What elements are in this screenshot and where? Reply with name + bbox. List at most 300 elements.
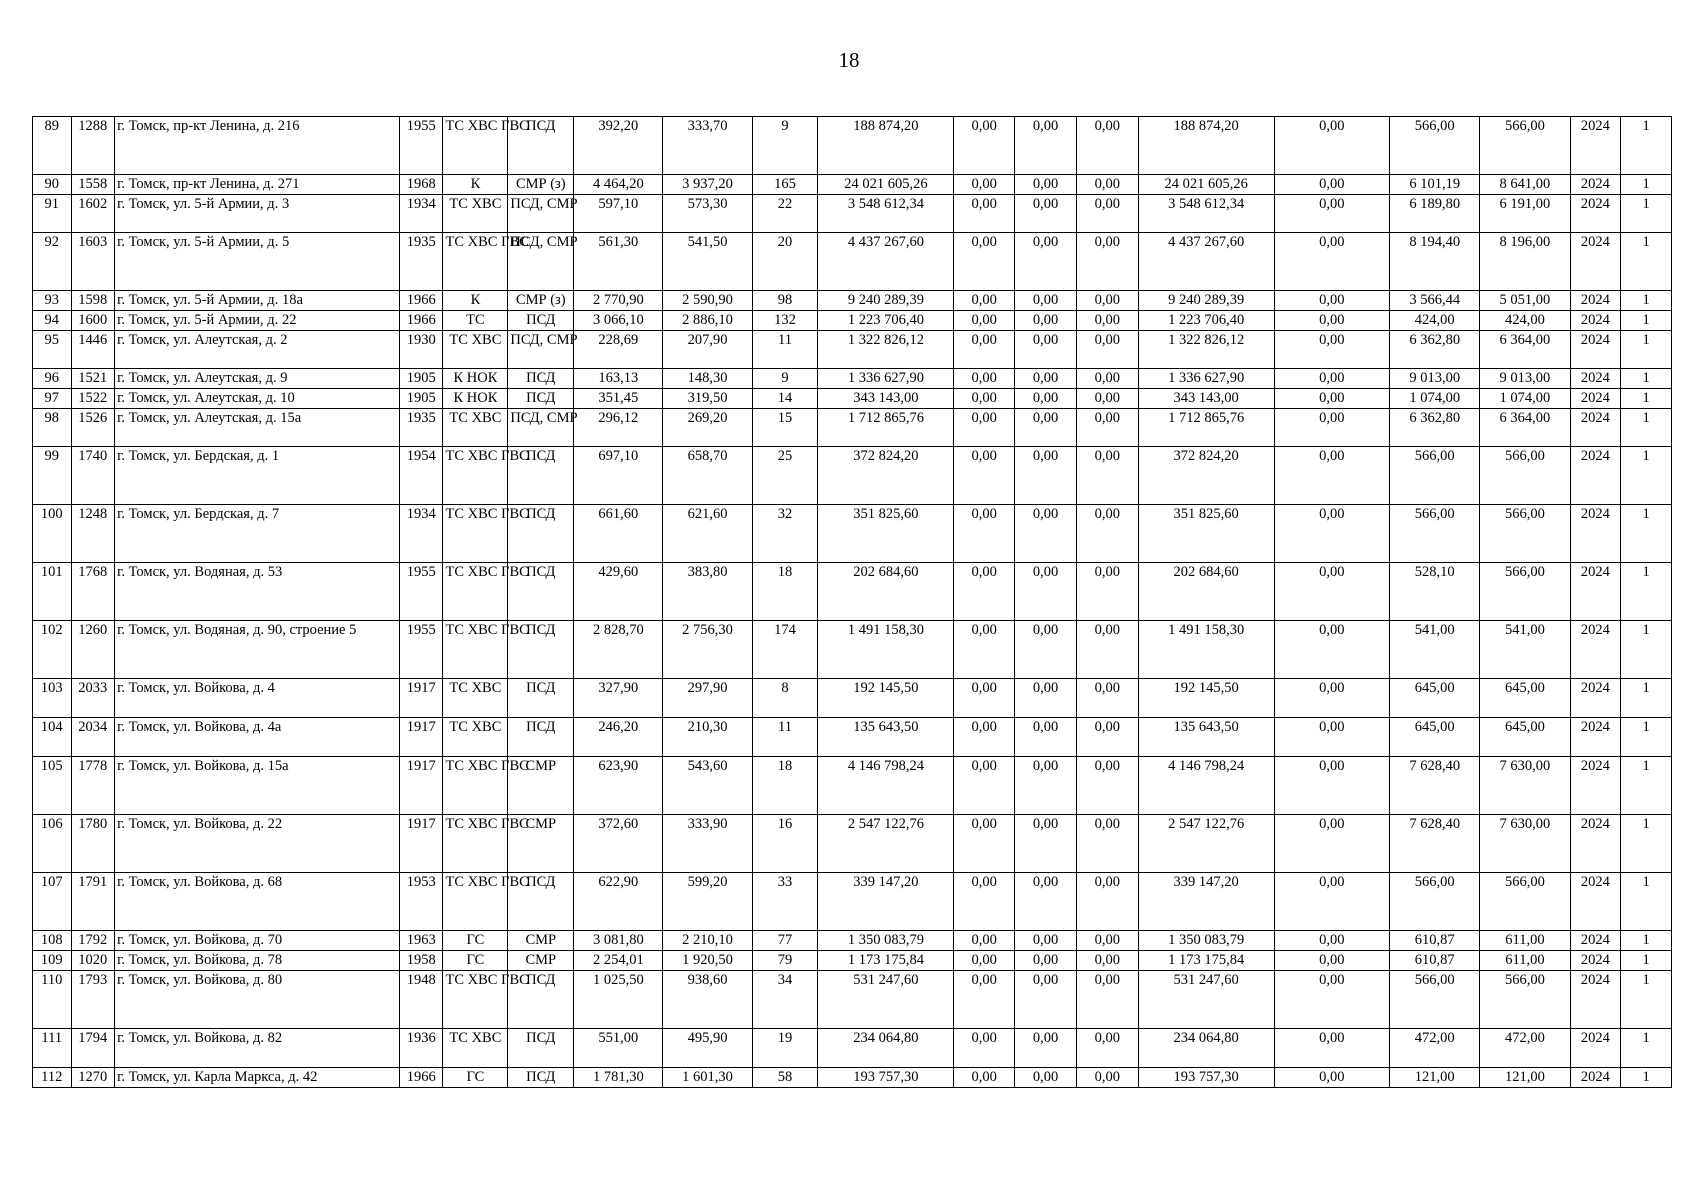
cell-address: г. Томск, ул. Войкова, д. 22 xyxy=(115,815,400,873)
cell-living-area: 2 886,10 xyxy=(663,311,752,331)
cell-fund-cost: 0,00 xyxy=(954,331,1015,369)
cell-residents: 25 xyxy=(752,447,818,505)
cell-stage-code: 1 xyxy=(1621,117,1672,175)
cell-total-cost: 1 223 706,40 xyxy=(818,311,954,331)
cell-address: г. Томск, ул. Водяная, д. 90, строение 5 xyxy=(115,621,400,679)
cell-build-year: 1966 xyxy=(399,311,443,331)
cell-fund-cost: 0,00 xyxy=(954,971,1015,1029)
cell-build-year: 1966 xyxy=(399,291,443,311)
cell-work-type: ТС ХВС ГВС xyxy=(443,563,508,621)
cell-unit-cost: 472,00 xyxy=(1390,1029,1480,1068)
cell-address: г. Томск, ул. Войкова, д. 15а xyxy=(115,757,400,815)
cell-build-year: 1934 xyxy=(399,195,443,233)
cell-work-stage: ПСД xyxy=(508,1068,574,1088)
cell-max-unit-cost: 8 641,00 xyxy=(1480,175,1570,195)
cell-reserve-cost: 0,00 xyxy=(1274,563,1390,621)
cell-row-number: 92 xyxy=(33,233,72,291)
cell-living-area: 333,70 xyxy=(663,117,752,175)
cell-house-id: 1794 xyxy=(71,1029,115,1068)
cell-reserve-cost: 0,00 xyxy=(1274,757,1390,815)
cell-owner-cost: 192 145,50 xyxy=(1138,679,1274,718)
cell-fund-cost: 0,00 xyxy=(954,195,1015,233)
cell-stage-code: 1 xyxy=(1621,951,1672,971)
table-row xyxy=(33,1029,1672,1068)
cell-stage-code: 1 xyxy=(1621,233,1672,291)
cell-residents: 19 xyxy=(752,1029,818,1068)
cell-residents: 20 xyxy=(752,233,818,291)
cell-address: г. Томск, ул. Войкова, д. 82 xyxy=(115,1029,400,1068)
cell-house-id: 2033 xyxy=(71,679,115,718)
cell-unit-cost: 645,00 xyxy=(1390,679,1480,718)
cell-residents: 18 xyxy=(752,563,818,621)
cell-stage-code: 1 xyxy=(1621,505,1672,563)
cell-unit-cost: 6 101,19 xyxy=(1390,175,1480,195)
cell-build-year: 1966 xyxy=(399,1068,443,1088)
cell-living-area: 319,50 xyxy=(663,389,752,409)
cell-reserve-cost: 0,00 xyxy=(1274,505,1390,563)
cell-total-area: 163,13 xyxy=(574,369,663,389)
cell-plan-year: 2024 xyxy=(1570,331,1621,369)
cell-total-cost: 1 336 627,90 xyxy=(818,369,954,389)
cell-plan-year: 2024 xyxy=(1570,389,1621,409)
cell-stage-code: 1 xyxy=(1621,621,1672,679)
cell-row-number: 89 xyxy=(33,117,72,175)
cell-max-unit-cost: 645,00 xyxy=(1480,679,1570,718)
cell-stage-code: 1 xyxy=(1621,195,1672,233)
cell-max-unit-cost: 121,00 xyxy=(1480,1068,1570,1088)
cell-work-type: К НОК xyxy=(443,369,508,389)
cell-other-cost: 0,00 xyxy=(1076,757,1138,815)
cell-fund-cost: 0,00 xyxy=(954,175,1015,195)
cell-work-type: ТС ХВС xyxy=(443,679,508,718)
cell-stage-code: 1 xyxy=(1621,873,1672,931)
cell-unit-cost: 6 362,80 xyxy=(1390,409,1480,447)
cell-work-type: ГС xyxy=(443,951,508,971)
cell-living-area: 938,60 xyxy=(663,971,752,1029)
cell-unit-cost: 6 362,80 xyxy=(1390,331,1480,369)
cell-row-number: 103 xyxy=(33,679,72,718)
cell-address: г. Томск, ул. Войкова, д. 68 xyxy=(115,873,400,931)
cell-work-type: ТС xyxy=(443,311,508,331)
cell-total-cost: 193 757,30 xyxy=(818,1068,954,1088)
cell-budget-cost: 0,00 xyxy=(1015,971,1077,1029)
table-row xyxy=(33,175,1672,195)
cell-address: г. Томск, ул. 5-й Армии, д. 3 xyxy=(115,195,400,233)
cell-house-id: 2034 xyxy=(71,718,115,757)
cell-house-id: 1791 xyxy=(71,873,115,931)
cell-residents: 33 xyxy=(752,873,818,931)
cell-plan-year: 2024 xyxy=(1570,873,1621,931)
cell-reserve-cost: 0,00 xyxy=(1274,1029,1390,1068)
cell-build-year: 1954 xyxy=(399,447,443,505)
table-row xyxy=(33,931,1672,951)
cell-living-area: 297,90 xyxy=(663,679,752,718)
cell-work-stage: СМР (з) xyxy=(508,291,574,311)
cell-work-stage: ПСД xyxy=(508,505,574,563)
cell-row-number: 105 xyxy=(33,757,72,815)
cell-plan-year: 2024 xyxy=(1570,563,1621,621)
cell-owner-cost: 188 874,20 xyxy=(1138,117,1274,175)
cell-build-year: 1917 xyxy=(399,757,443,815)
cell-budget-cost: 0,00 xyxy=(1015,1029,1077,1068)
cell-plan-year: 2024 xyxy=(1570,1068,1621,1088)
cell-other-cost: 0,00 xyxy=(1076,291,1138,311)
cell-owner-cost: 234 064,80 xyxy=(1138,1029,1274,1068)
cell-work-type: ТС ХВС ГВС xyxy=(443,873,508,931)
cell-max-unit-cost: 1 074,00 xyxy=(1480,389,1570,409)
cell-build-year: 1917 xyxy=(399,679,443,718)
cell-work-stage: ПСД, СМР xyxy=(508,233,574,291)
cell-stage-code: 1 xyxy=(1621,815,1672,873)
cell-house-id: 1740 xyxy=(71,447,115,505)
cell-build-year: 1955 xyxy=(399,563,443,621)
cell-work-stage: СМР xyxy=(508,951,574,971)
cell-total-area: 429,60 xyxy=(574,563,663,621)
cell-unit-cost: 610,87 xyxy=(1390,951,1480,971)
repair-register-table xyxy=(32,116,1672,1088)
cell-reserve-cost: 0,00 xyxy=(1274,621,1390,679)
table-row xyxy=(33,971,1672,1029)
cell-work-stage: ПСД xyxy=(508,369,574,389)
cell-fund-cost: 0,00 xyxy=(954,369,1015,389)
cell-work-stage: ПСД, СМР xyxy=(508,409,574,447)
cell-other-cost: 0,00 xyxy=(1076,971,1138,1029)
cell-budget-cost: 0,00 xyxy=(1015,621,1077,679)
cell-total-area: 561,30 xyxy=(574,233,663,291)
cell-work-type: ТС ХВС ГВС xyxy=(443,815,508,873)
table-row xyxy=(33,117,1672,175)
cell-fund-cost: 0,00 xyxy=(954,931,1015,951)
cell-living-area: 207,90 xyxy=(663,331,752,369)
cell-house-id: 1270 xyxy=(71,1068,115,1088)
cell-living-area: 1 920,50 xyxy=(663,951,752,971)
cell-other-cost: 0,00 xyxy=(1076,505,1138,563)
cell-fund-cost: 0,00 xyxy=(954,873,1015,931)
cell-row-number: 94 xyxy=(33,311,72,331)
cell-owner-cost: 531 247,60 xyxy=(1138,971,1274,1029)
cell-max-unit-cost: 472,00 xyxy=(1480,1029,1570,1068)
cell-row-number: 91 xyxy=(33,195,72,233)
cell-stage-code: 1 xyxy=(1621,718,1672,757)
cell-work-stage: СМР (з) xyxy=(508,175,574,195)
cell-build-year: 1917 xyxy=(399,815,443,873)
cell-residents: 22 xyxy=(752,195,818,233)
cell-reserve-cost: 0,00 xyxy=(1274,331,1390,369)
cell-owner-cost: 24 021 605,26 xyxy=(1138,175,1274,195)
cell-row-number: 111 xyxy=(33,1029,72,1068)
cell-budget-cost: 0,00 xyxy=(1015,291,1077,311)
cell-row-number: 99 xyxy=(33,447,72,505)
cell-row-number: 104 xyxy=(33,718,72,757)
cell-unit-cost: 1 074,00 xyxy=(1390,389,1480,409)
cell-row-number: 95 xyxy=(33,331,72,369)
cell-owner-cost: 4 437 267,60 xyxy=(1138,233,1274,291)
cell-total-area: 296,12 xyxy=(574,409,663,447)
cell-work-type: ТС ХВС xyxy=(443,1029,508,1068)
cell-owner-cost: 1 491 158,30 xyxy=(1138,621,1274,679)
cell-budget-cost: 0,00 xyxy=(1015,369,1077,389)
cell-stage-code: 1 xyxy=(1621,389,1672,409)
cell-work-stage: ПСД xyxy=(508,679,574,718)
cell-budget-cost: 0,00 xyxy=(1015,718,1077,757)
cell-row-number: 107 xyxy=(33,873,72,931)
table-row xyxy=(33,195,1672,233)
cell-house-id: 1288 xyxy=(71,117,115,175)
cell-reserve-cost: 0,00 xyxy=(1274,679,1390,718)
table-row xyxy=(33,331,1672,369)
cell-living-area: 269,20 xyxy=(663,409,752,447)
cell-plan-year: 2024 xyxy=(1570,505,1621,563)
cell-unit-cost: 541,00 xyxy=(1390,621,1480,679)
cell-total-area: 623,90 xyxy=(574,757,663,815)
cell-living-area: 2 590,90 xyxy=(663,291,752,311)
cell-living-area: 148,30 xyxy=(663,369,752,389)
cell-max-unit-cost: 566,00 xyxy=(1480,563,1570,621)
cell-unit-cost: 3 566,44 xyxy=(1390,291,1480,311)
cell-work-stage: ПСД xyxy=(508,873,574,931)
cell-work-type: ГС xyxy=(443,931,508,951)
cell-reserve-cost: 0,00 xyxy=(1274,195,1390,233)
cell-residents: 11 xyxy=(752,718,818,757)
cell-other-cost: 0,00 xyxy=(1076,1068,1138,1088)
table-row xyxy=(33,1068,1672,1088)
cell-owner-cost: 2 547 122,76 xyxy=(1138,815,1274,873)
cell-budget-cost: 0,00 xyxy=(1015,931,1077,951)
cell-work-stage: ПСД xyxy=(508,117,574,175)
cell-house-id: 1768 xyxy=(71,563,115,621)
cell-work-type: ТС ХВС xyxy=(443,331,508,369)
cell-living-area: 621,60 xyxy=(663,505,752,563)
cell-owner-cost: 351 825,60 xyxy=(1138,505,1274,563)
cell-other-cost: 0,00 xyxy=(1076,233,1138,291)
cell-total-area: 3 066,10 xyxy=(574,311,663,331)
cell-other-cost: 0,00 xyxy=(1076,931,1138,951)
cell-other-cost: 0,00 xyxy=(1076,331,1138,369)
cell-budget-cost: 0,00 xyxy=(1015,679,1077,718)
cell-row-number: 101 xyxy=(33,563,72,621)
cell-house-id: 1521 xyxy=(71,369,115,389)
cell-living-area: 543,60 xyxy=(663,757,752,815)
cell-total-cost: 3 548 612,34 xyxy=(818,195,954,233)
cell-work-stage: ПСД xyxy=(508,563,574,621)
cell-living-area: 383,80 xyxy=(663,563,752,621)
cell-reserve-cost: 0,00 xyxy=(1274,117,1390,175)
cell-max-unit-cost: 541,00 xyxy=(1480,621,1570,679)
cell-budget-cost: 0,00 xyxy=(1015,1068,1077,1088)
cell-total-cost: 1 322 826,12 xyxy=(818,331,954,369)
cell-build-year: 1958 xyxy=(399,951,443,971)
cell-other-cost: 0,00 xyxy=(1076,311,1138,331)
cell-owner-cost: 1 712 865,76 xyxy=(1138,409,1274,447)
cell-build-year: 1905 xyxy=(399,389,443,409)
cell-living-area: 573,30 xyxy=(663,195,752,233)
cell-stage-code: 1 xyxy=(1621,369,1672,389)
cell-work-type: ТС ХВС ГВС xyxy=(443,971,508,1029)
cell-budget-cost: 0,00 xyxy=(1015,389,1077,409)
cell-max-unit-cost: 566,00 xyxy=(1480,505,1570,563)
cell-unit-cost: 528,10 xyxy=(1390,563,1480,621)
cell-row-number: 100 xyxy=(33,505,72,563)
cell-house-id: 1260 xyxy=(71,621,115,679)
cell-residents: 15 xyxy=(752,409,818,447)
cell-total-area: 661,60 xyxy=(574,505,663,563)
cell-house-id: 1792 xyxy=(71,931,115,951)
cell-living-area: 3 937,20 xyxy=(663,175,752,195)
cell-max-unit-cost: 6 364,00 xyxy=(1480,331,1570,369)
cell-total-cost: 24 021 605,26 xyxy=(818,175,954,195)
cell-total-cost: 531 247,60 xyxy=(818,971,954,1029)
cell-address: г. Томск, ул. Водяная, д. 53 xyxy=(115,563,400,621)
cell-work-type: ТС ХВС ГВС xyxy=(443,117,508,175)
cell-work-stage: ПСД xyxy=(508,621,574,679)
cell-work-type: ТС ХВС ГВС xyxy=(443,505,508,563)
cell-max-unit-cost: 5 051,00 xyxy=(1480,291,1570,311)
cell-residents: 9 xyxy=(752,117,818,175)
cell-unit-cost: 7 628,40 xyxy=(1390,815,1480,873)
cell-unit-cost: 645,00 xyxy=(1390,718,1480,757)
cell-work-stage: ПСД xyxy=(508,1029,574,1068)
cell-other-cost: 0,00 xyxy=(1076,563,1138,621)
cell-row-number: 109 xyxy=(33,951,72,971)
cell-max-unit-cost: 566,00 xyxy=(1480,447,1570,505)
cell-max-unit-cost: 7 630,00 xyxy=(1480,757,1570,815)
cell-total-cost: 339 147,20 xyxy=(818,873,954,931)
cell-address: г. Томск, ул. Алеутская, д. 9 xyxy=(115,369,400,389)
cell-max-unit-cost: 645,00 xyxy=(1480,718,1570,757)
cell-reserve-cost: 0,00 xyxy=(1274,369,1390,389)
cell-living-area: 541,50 xyxy=(663,233,752,291)
cell-build-year: 1955 xyxy=(399,621,443,679)
cell-residents: 98 xyxy=(752,291,818,311)
cell-max-unit-cost: 7 630,00 xyxy=(1480,815,1570,873)
cell-unit-cost: 566,00 xyxy=(1390,971,1480,1029)
cell-fund-cost: 0,00 xyxy=(954,291,1015,311)
cell-residents: 18 xyxy=(752,757,818,815)
cell-build-year: 1936 xyxy=(399,1029,443,1068)
cell-residents: 165 xyxy=(752,175,818,195)
cell-fund-cost: 0,00 xyxy=(954,951,1015,971)
cell-living-area: 210,30 xyxy=(663,718,752,757)
cell-build-year: 1968 xyxy=(399,175,443,195)
cell-owner-cost: 4 146 798,24 xyxy=(1138,757,1274,815)
cell-total-area: 228,69 xyxy=(574,331,663,369)
cell-build-year: 1905 xyxy=(399,369,443,389)
cell-row-number: 90 xyxy=(33,175,72,195)
cell-total-area: 351,45 xyxy=(574,389,663,409)
cell-reserve-cost: 0,00 xyxy=(1274,447,1390,505)
cell-reserve-cost: 0,00 xyxy=(1274,311,1390,331)
cell-total-area: 1 025,50 xyxy=(574,971,663,1029)
cell-max-unit-cost: 6 364,00 xyxy=(1480,409,1570,447)
cell-budget-cost: 0,00 xyxy=(1015,331,1077,369)
cell-total-area: 597,10 xyxy=(574,195,663,233)
cell-work-stage: СМР xyxy=(508,757,574,815)
cell-reserve-cost: 0,00 xyxy=(1274,718,1390,757)
cell-address: г. Томск, ул. Бердская, д. 1 xyxy=(115,447,400,505)
cell-plan-year: 2024 xyxy=(1570,679,1621,718)
table-row xyxy=(33,369,1672,389)
cell-reserve-cost: 0,00 xyxy=(1274,971,1390,1029)
cell-unit-cost: 8 194,40 xyxy=(1390,233,1480,291)
cell-residents: 79 xyxy=(752,951,818,971)
cell-fund-cost: 0,00 xyxy=(954,311,1015,331)
cell-other-cost: 0,00 xyxy=(1076,175,1138,195)
cell-row-number: 93 xyxy=(33,291,72,311)
cell-build-year: 1948 xyxy=(399,971,443,1029)
cell-owner-cost: 1 350 083,79 xyxy=(1138,931,1274,951)
cell-work-type: ТС ХВС ГВС xyxy=(443,757,508,815)
cell-plan-year: 2024 xyxy=(1570,409,1621,447)
cell-fund-cost: 0,00 xyxy=(954,233,1015,291)
cell-house-id: 1793 xyxy=(71,971,115,1029)
cell-stage-code: 1 xyxy=(1621,757,1672,815)
cell-total-cost: 372 824,20 xyxy=(818,447,954,505)
cell-total-area: 2 770,90 xyxy=(574,291,663,311)
cell-owner-cost: 1 322 826,12 xyxy=(1138,331,1274,369)
table-row xyxy=(33,563,1672,621)
cell-reserve-cost: 0,00 xyxy=(1274,1068,1390,1088)
cell-plan-year: 2024 xyxy=(1570,447,1621,505)
cell-total-area: 622,90 xyxy=(574,873,663,931)
cell-total-cost: 1 491 158,30 xyxy=(818,621,954,679)
cell-plan-year: 2024 xyxy=(1570,195,1621,233)
cell-living-area: 2 210,10 xyxy=(663,931,752,951)
cell-budget-cost: 0,00 xyxy=(1015,951,1077,971)
cell-address: г. Томск, пр-кт Ленина, д. 216 xyxy=(115,117,400,175)
cell-total-cost: 9 240 289,39 xyxy=(818,291,954,311)
cell-row-number: 102 xyxy=(33,621,72,679)
cell-stage-code: 1 xyxy=(1621,447,1672,505)
cell-reserve-cost: 0,00 xyxy=(1274,951,1390,971)
cell-fund-cost: 0,00 xyxy=(954,718,1015,757)
cell-owner-cost: 9 240 289,39 xyxy=(1138,291,1274,311)
cell-stage-code: 1 xyxy=(1621,1068,1672,1088)
cell-max-unit-cost: 424,00 xyxy=(1480,311,1570,331)
cell-unit-cost: 6 189,80 xyxy=(1390,195,1480,233)
cell-fund-cost: 0,00 xyxy=(954,679,1015,718)
cell-owner-cost: 135 643,50 xyxy=(1138,718,1274,757)
table-row xyxy=(33,718,1672,757)
cell-address: г. Томск, ул. Войкова, д. 78 xyxy=(115,951,400,971)
cell-plan-year: 2024 xyxy=(1570,291,1621,311)
cell-unit-cost: 566,00 xyxy=(1390,505,1480,563)
cell-house-id: 1778 xyxy=(71,757,115,815)
cell-reserve-cost: 0,00 xyxy=(1274,815,1390,873)
cell-work-type: ГС xyxy=(443,1068,508,1088)
cell-work-stage: ПСД xyxy=(508,971,574,1029)
cell-fund-cost: 0,00 xyxy=(954,447,1015,505)
cell-plan-year: 2024 xyxy=(1570,369,1621,389)
cell-fund-cost: 0,00 xyxy=(954,563,1015,621)
cell-work-type: К НОК xyxy=(443,389,508,409)
cell-plan-year: 2024 xyxy=(1570,815,1621,873)
cell-residents: 174 xyxy=(752,621,818,679)
table-row xyxy=(33,873,1672,931)
cell-fund-cost: 0,00 xyxy=(954,117,1015,175)
cell-unit-cost: 424,00 xyxy=(1390,311,1480,331)
cell-owner-cost: 3 548 612,34 xyxy=(1138,195,1274,233)
cell-other-cost: 0,00 xyxy=(1076,951,1138,971)
cell-other-cost: 0,00 xyxy=(1076,621,1138,679)
cell-total-area: 372,60 xyxy=(574,815,663,873)
cell-fund-cost: 0,00 xyxy=(954,1029,1015,1068)
cell-living-area: 599,20 xyxy=(663,873,752,931)
table-row xyxy=(33,447,1672,505)
cell-row-number: 110 xyxy=(33,971,72,1029)
page-number: 18 xyxy=(838,48,860,72)
cell-reserve-cost: 0,00 xyxy=(1274,233,1390,291)
cell-residents: 34 xyxy=(752,971,818,1029)
